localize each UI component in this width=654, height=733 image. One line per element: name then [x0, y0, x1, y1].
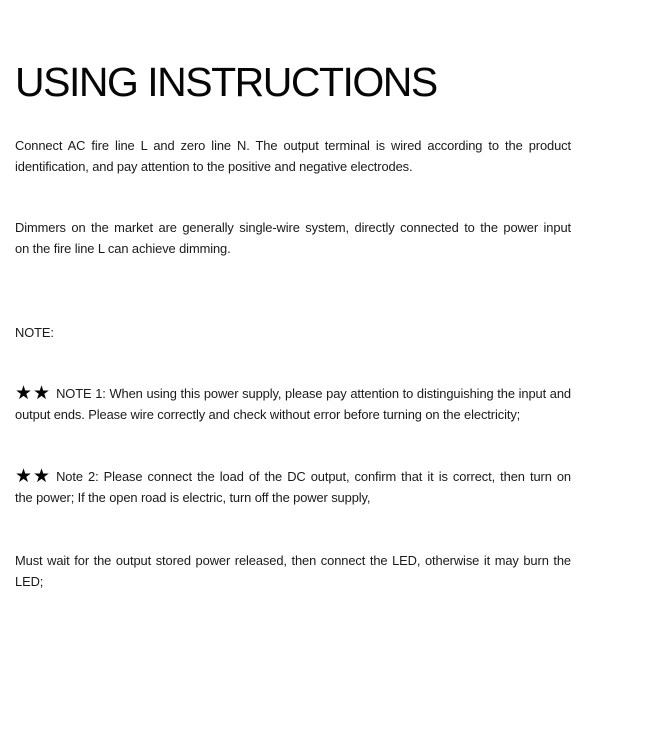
paragraph-discharge-warning — [15, 550, 571, 592]
paragraph-ac-wiring-line-2: identification, and pay attention to the positive and negative electrodes. — [15, 159, 413, 174]
paragraph-note-2 — [15, 466, 571, 508]
paragraph-discharge-warning-line-2: LED; — [15, 574, 44, 589]
note-heading: NOTE: — [15, 325, 54, 340]
paragraph-note-1-line-1 — [15, 383, 571, 404]
double-star-icon: ★★ — [15, 466, 52, 487]
paragraph-dimmers-line-1: Dimmers on the market are generally single-wire system, directly connected to the power input — [15, 220, 571, 235]
paragraph-note-2-line-2: the power; If the open road is electric, turn off the power supply, — [15, 490, 371, 505]
paragraph-note-1-text-1: NOTE 1: When using this power supply, please pay attention to distinguishing the input and — [56, 386, 571, 401]
paragraph-note-1 — [15, 383, 571, 425]
paragraph-ac-wiring — [15, 135, 571, 177]
double-star-icon: ★★ — [15, 383, 52, 404]
paragraph-dimmers — [15, 217, 571, 259]
note-heading-block — [15, 322, 571, 343]
paragraph-ac-wiring-line-1: Connect AC fire line L and zero line N. The output terminal is wired according to the product — [15, 138, 571, 153]
paragraph-note-2-line-1 — [15, 466, 571, 487]
paragraph-note-1-line-2: output ends. Please wire correctly and check without error before turning on the electricity; — [15, 407, 521, 422]
paragraph-discharge-warning-line-1: Must wait for the output stored power released, then connect the LED, otherwise it may burn the — [15, 553, 571, 568]
paragraph-dimmers-line-2: on the fire line L can achieve dimming. — [15, 241, 231, 256]
page-title: USING INSTRUCTIONS — [15, 59, 437, 105]
paragraph-note-2-text-1: Note 2: Please connect the load of the DC output, confirm that it is correct, then turn on — [56, 469, 571, 484]
